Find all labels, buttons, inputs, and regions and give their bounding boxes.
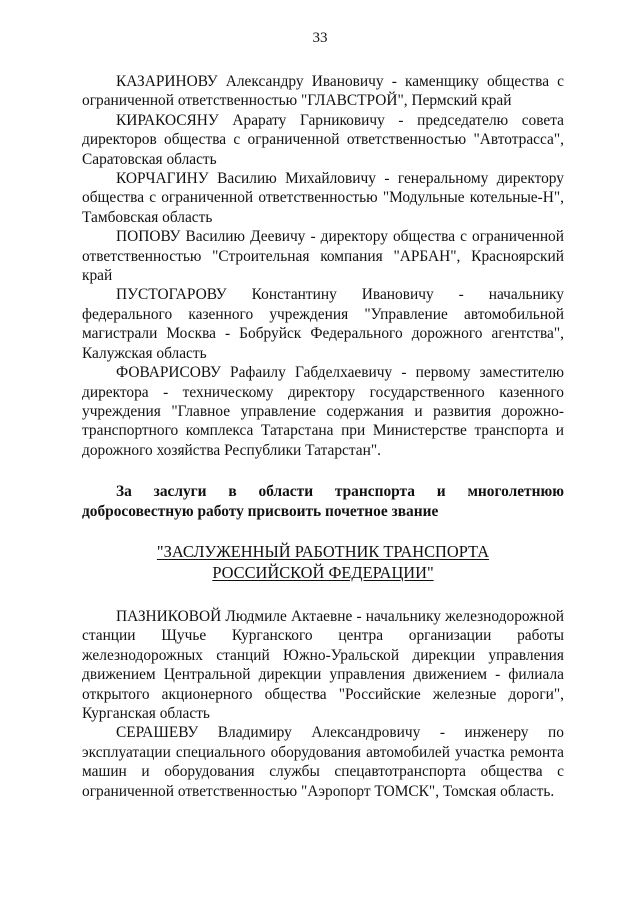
- award-entry-paznikova: ПАЗНИКОВОЙ Людмиле Актаевне - начальнику железнодорожной станции Щучье Курганского центра организации работы железнодорожных станций Южно-Уральской дирекции управления движением Центральной дирекции управления движением - филиала открытого акционерного общества "Российские железные дороги", Курганская область: [82, 607, 564, 722]
- award-entry-korchagin: КОРЧАГИНУ Василию Михайловичу - генеральному директору общества с ограниченной ответственностью "Модульные котельные-Н", Тамбовская область: [82, 170, 564, 226]
- award-entry-kazarinov: КАЗАРИНОВУ Александру Ивановичу - каменщику общества с ограниченной ответственностью "ГЛАВСТРОЙ", Пермский край: [82, 73, 564, 110]
- document-body: [82, 72, 564, 801]
- award-entry-popov: ПОПОВУ Василию Деевичу - директору общества с ограниченной ответственностью "Строительная компания "АРБАН", Красноярский край: [82, 228, 564, 285]
- award-list-part-2: [82, 607, 564, 801]
- award-entry-pustogarov: ПУСТОГАРОВУ Константину Ивановичу - начальнику федерального казенного учреждения "Управление автомобильной магистрали Москва - Бобруйск Федерального дорожного агентства", Калужская область: [82, 286, 564, 362]
- award-entry-kirakosyan: КИРАКОСЯНУ Арарату Гарниковичу - председателю совета директоров общества с ограниченной ответственностью "Автотрасса", Саратовская область: [82, 111, 564, 168]
- award-list-part-1: [82, 72, 564, 460]
- honorary-title-line-1: "ЗАСЛУЖЕННЫЙ РАБОТНИК ТРАНСПОРТА: [156, 541, 490, 561]
- page-number: 33: [312, 30, 328, 46]
- decree-statement: За заслуги в области транспорта и многолетнюю добросовестную работу присвоить почетное звание: [82, 483, 564, 520]
- award-entry-fovarisov: ФОВАРИСОВУ Рафаилу Габделхаевичу - первому заместителю директора - техническому директору государственного казенного учреждения "Главное управление содержания и развития дорожно-транспортного комплекса Татарстана при Министерстве транспорта и дорожного хозяйства Республики Татарстан".: [82, 364, 564, 459]
- award-entry-serashev: СЕРАШЕВУ Владимиру Александровичу - инженеру по эксплуатации специального оборудования автомобилей участка ремонта машин и оборудования службы спецавтотранспорта общества с ограниченной ответственностью "Аэропорт ТОМСК", Томская область.: [82, 724, 564, 800]
- honorary-title: [82, 541, 564, 583]
- honorary-title-line-2: РОССИЙСКОЙ ФЕДЕРАЦИИ": [212, 562, 434, 582]
